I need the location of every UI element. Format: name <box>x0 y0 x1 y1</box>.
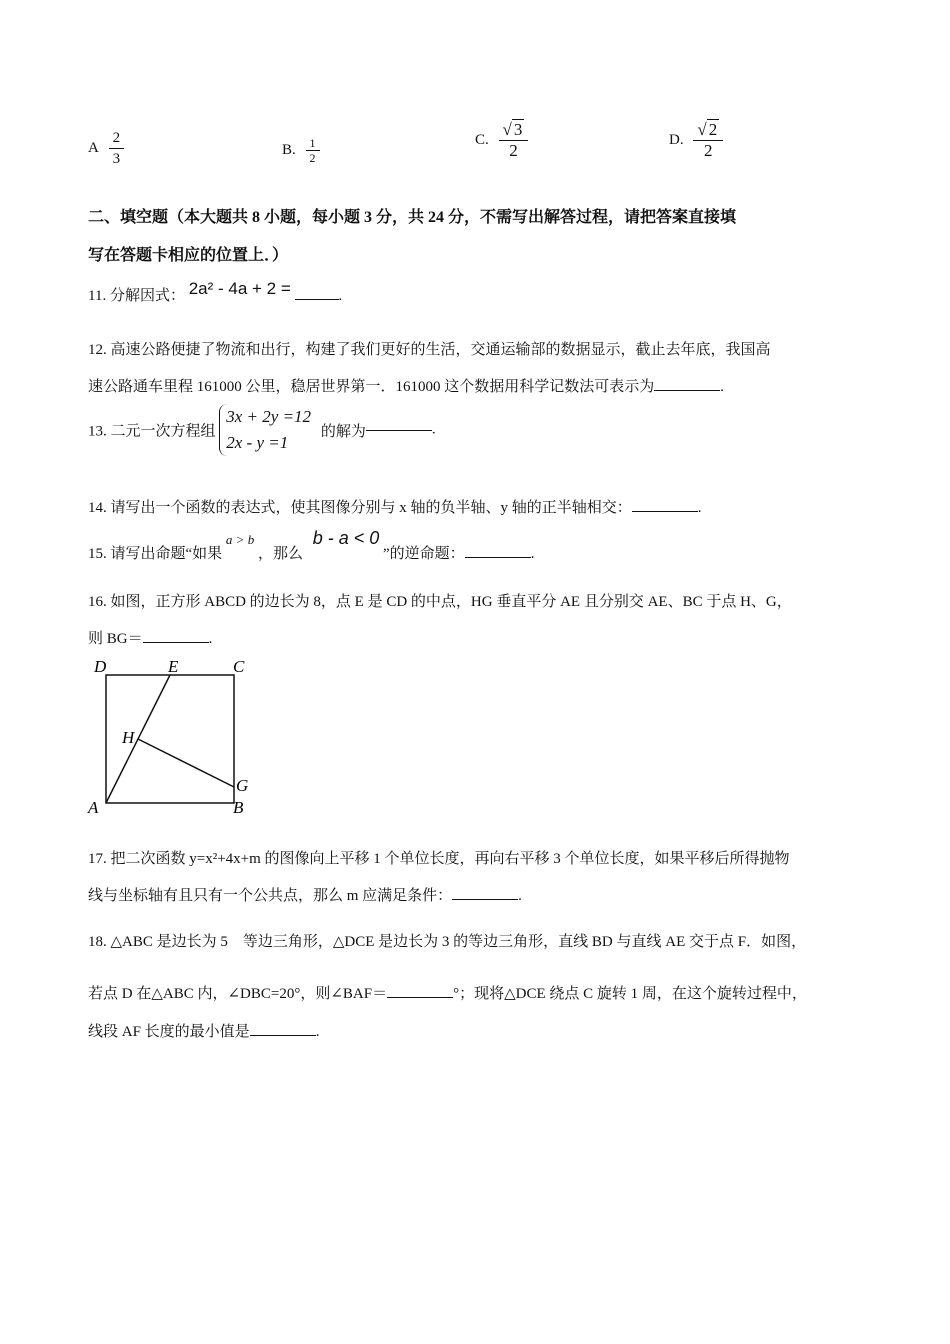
equation-system: 3x + 2y =12 2x - y =1 <box>219 404 311 456</box>
answer-blank[interactable] <box>250 1035 316 1036</box>
question-13: 13. 二元一次方程组 3x + 2y =12 2x - y =1 的解为 . <box>88 404 436 456</box>
answer-blank[interactable] <box>387 997 453 998</box>
square-figure <box>80 652 270 822</box>
option-a: A $\frac{2}{3}$ <box>88 128 124 169</box>
fraction: $\frac{2}{3}$ <box>109 128 125 169</box>
label-a: A <box>88 798 99 817</box>
question-16-line2: 则 BG＝ . <box>88 631 213 647</box>
question-12-line1: 12. 高速公路便捷了物流和出行，构建了我们更好的生活，交通运输部的数据显示，截止去年底，我国高 <box>88 342 771 358</box>
fraction: $\frac{1}{2}$ <box>306 136 320 165</box>
question-17-line2: 线与坐标轴有且只有一个公共点，那么 m 应满足条件： . <box>88 888 522 904</box>
answer-blank[interactable] <box>465 557 531 558</box>
section-heading-line1: 二、填空题（本大题共 8 小题，每小题 3 分，共 24 分，不需写出解答过程，请把答案直接填 <box>88 209 737 226</box>
question-11: 11. 分解因式： 2a² - 4a + 2 = . <box>88 279 343 304</box>
question-18-line2: 若点 D 在△ABC 内，∠DBC=20°，则∠BAF＝ °；现将△DCE 绕点 C 旋转 1 周，在这个旋转过程中， <box>88 986 807 1002</box>
answer-blank[interactable] <box>654 390 720 391</box>
fraction: $\frac{√ 2}{2}$ <box>693 120 723 161</box>
question-18-line1: 18. △ABC 是边长为 5 等边三角形，△DCE 是边长为 3 的等边三角形，直线 BD 与直线 AE 交于点 F．如图， <box>88 934 807 950</box>
option-d: D. $\frac{√ 2}{2}$ <box>669 120 723 161</box>
question-17-line1: 17. 把二次函数 y=x²+4x+m 的图像向上平移 1 个单位长度，再向右平移 3 个单位长度，如果平移后所得抛物 <box>88 851 790 867</box>
question-18-line3: 线段 AF 长度的最小值是 . <box>88 1024 320 1040</box>
option-c: C. $\frac{√ 3}{2}$ <box>475 120 528 161</box>
answer-blank[interactable] <box>143 642 209 643</box>
question-14: 14. 请写出一个函数的表达式，使其图像分别与 x 轴的负半轴、y 轴的正半轴相交： . <box>88 500 702 516</box>
label-e: E <box>168 657 179 676</box>
label-g: G <box>236 776 249 795</box>
segment-hg <box>138 739 234 787</box>
answer-blank[interactable] <box>366 430 432 431</box>
answer-blank[interactable] <box>632 511 698 512</box>
label-h: H <box>122 728 135 747</box>
fraction: $\frac{√ 3}{2}$ <box>499 120 529 161</box>
question-16-line1: 16. 如图，正方形 ABCD 的边长为 8，点 E 是 CD 的中点，HG 垂直平分 AE 且分别交 AE、BC 于点 H、G， <box>88 594 792 610</box>
option-b: B. $\frac{1}{2}$ <box>282 136 320 165</box>
question-12-line2: 速公路通车里程 161000 公里，稳居世界第一．161000 这个数据用科学记数法可表示为 . <box>88 379 725 395</box>
section-heading-line2: 写在答题卡相应的位置上．） <box>88 247 289 264</box>
answer-blank[interactable] <box>295 299 339 300</box>
label-c: C <box>233 657 245 676</box>
answer-blank[interactable] <box>452 899 518 900</box>
question-15: 15. 请写出命题“如果 a > b ，那么 b - a < 0 ”的逆命题： . <box>88 528 535 562</box>
label-d: D <box>94 657 107 676</box>
label-b: B <box>233 798 244 817</box>
